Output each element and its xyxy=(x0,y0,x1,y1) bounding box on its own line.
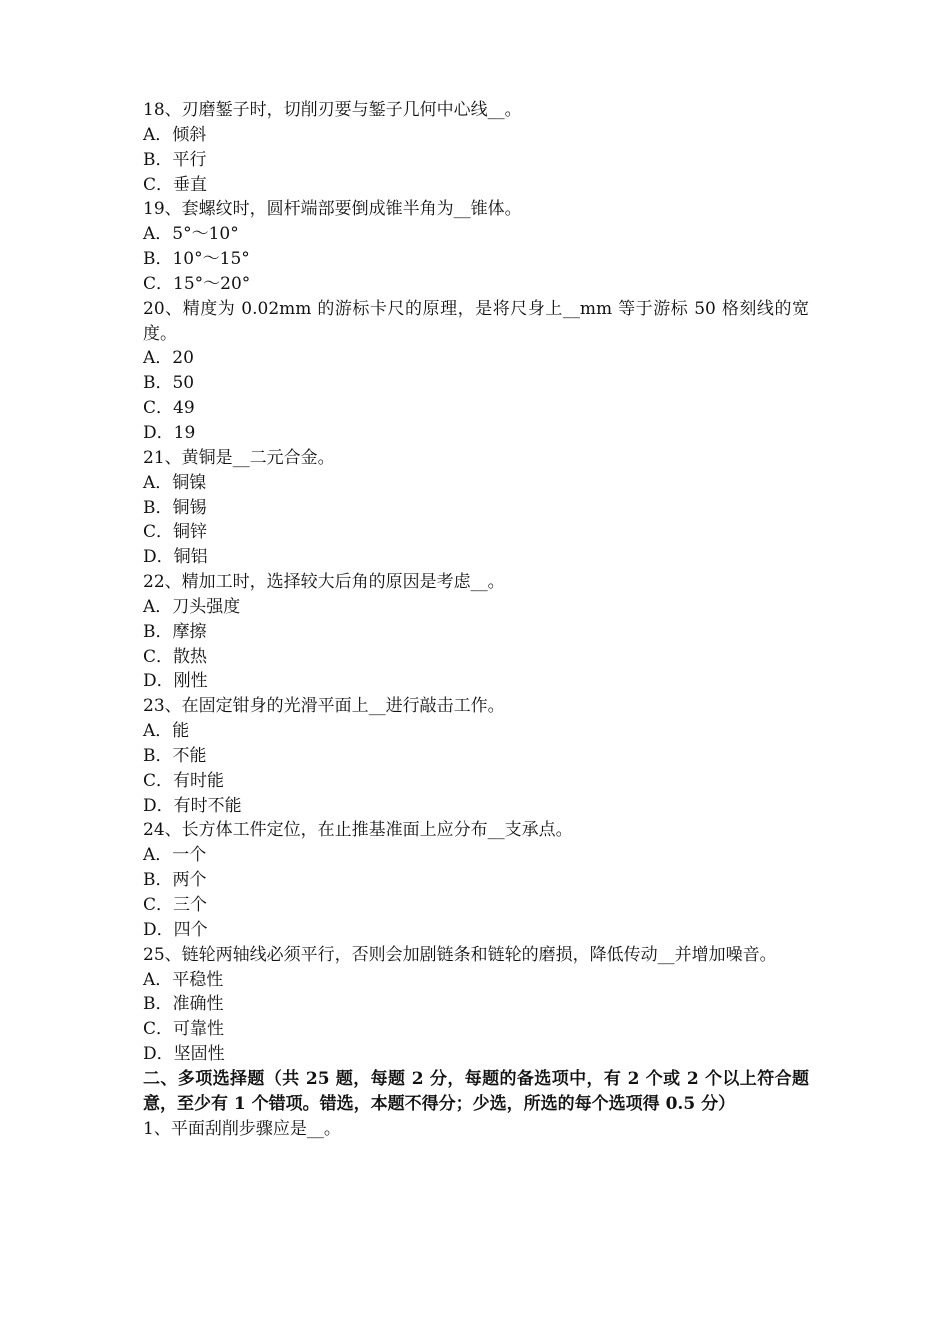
question-block xyxy=(143,297,809,446)
option-b: B．平行 xyxy=(143,149,207,170)
option-c: C．三个 xyxy=(143,895,208,915)
document-page xyxy=(143,98,809,1141)
question-block xyxy=(143,570,809,694)
option-c: C．有时能 xyxy=(143,770,225,791)
question-text: 20、精度为 0.02mm 的游标卡尺的原理，是将尺身上__mm 等于游标 50 格刻线的宽度。 xyxy=(143,298,809,344)
option-b: B．铜锡 xyxy=(143,497,207,518)
option-a: A．刀头强度 xyxy=(143,596,241,617)
question-text: 22、精加工时，选择较大后角的原因是考虑__。 xyxy=(143,572,505,593)
option-a: A．铜镍 xyxy=(143,472,207,493)
option-b: B．摩擦 xyxy=(143,621,207,642)
option-a: A．一个 xyxy=(143,845,207,866)
option-d: D．铜铝 xyxy=(143,547,208,568)
question-text: 18、刃磨錾子时，切削刃要与錾子几何中心线__。 xyxy=(143,100,522,120)
question-block xyxy=(143,197,809,296)
question-text: 1、平面刮削步骤应是__。 xyxy=(143,1118,341,1139)
option-d: D．有时不能 xyxy=(143,795,242,816)
question-text: 24、长方体工件定位，在止推基准面上应分布__支承点。 xyxy=(143,820,573,841)
question-text: 21、黄铜是__二元合金。 xyxy=(143,447,335,468)
question-text: 25、链轮两轴线必须平行，否则会加剧链条和链轮的磨损，降低传动__并增加噪音。 xyxy=(143,944,777,965)
option-b: B．两个 xyxy=(143,870,207,891)
option-a: A．能 xyxy=(143,721,190,742)
question-block xyxy=(143,446,809,570)
question-block xyxy=(143,943,809,1067)
option-a: A．5°～10° xyxy=(143,224,239,245)
option-c: C．散热 xyxy=(143,646,208,667)
option-b: B．准确性 xyxy=(143,994,224,1015)
option-d: D．坚固性 xyxy=(143,1044,225,1065)
option-b: B．50 xyxy=(143,373,195,394)
option-a: A．平稳性 xyxy=(143,969,224,990)
option-d: D．19 xyxy=(143,422,196,443)
option-c: C．垂直 xyxy=(143,174,208,195)
section-heading: 二、多项选择题（共 25 题，每题 2 分，每题的备选项中，有 2 个或 2 个以上符合题意，至少有 1 个错项。错选，本题不得分；少选，所选的每个选项得 0.5 分） xyxy=(143,1068,809,1114)
option-c: C．可靠性 xyxy=(143,1019,225,1040)
question-block xyxy=(143,818,809,942)
question-text: 23、在固定钳身的光滑平面上__进行敲击工作。 xyxy=(143,696,505,717)
option-a: A．20 xyxy=(143,348,194,369)
question-block xyxy=(143,98,809,197)
option-c: C．铜锌 xyxy=(143,522,208,543)
option-c: C．15°～20° xyxy=(143,273,251,294)
option-a: A．倾斜 xyxy=(143,124,207,145)
question-text: 19、套螺纹时，圆杆端部要倒成锥半角为__锥体。 xyxy=(143,199,522,220)
option-b: B．10°～15° xyxy=(143,249,250,270)
option-b: B．不能 xyxy=(143,745,207,766)
option-d: D．刚性 xyxy=(143,671,208,692)
option-c: C．49 xyxy=(143,398,195,419)
option-d: D．四个 xyxy=(143,919,208,940)
question-block xyxy=(143,694,809,818)
